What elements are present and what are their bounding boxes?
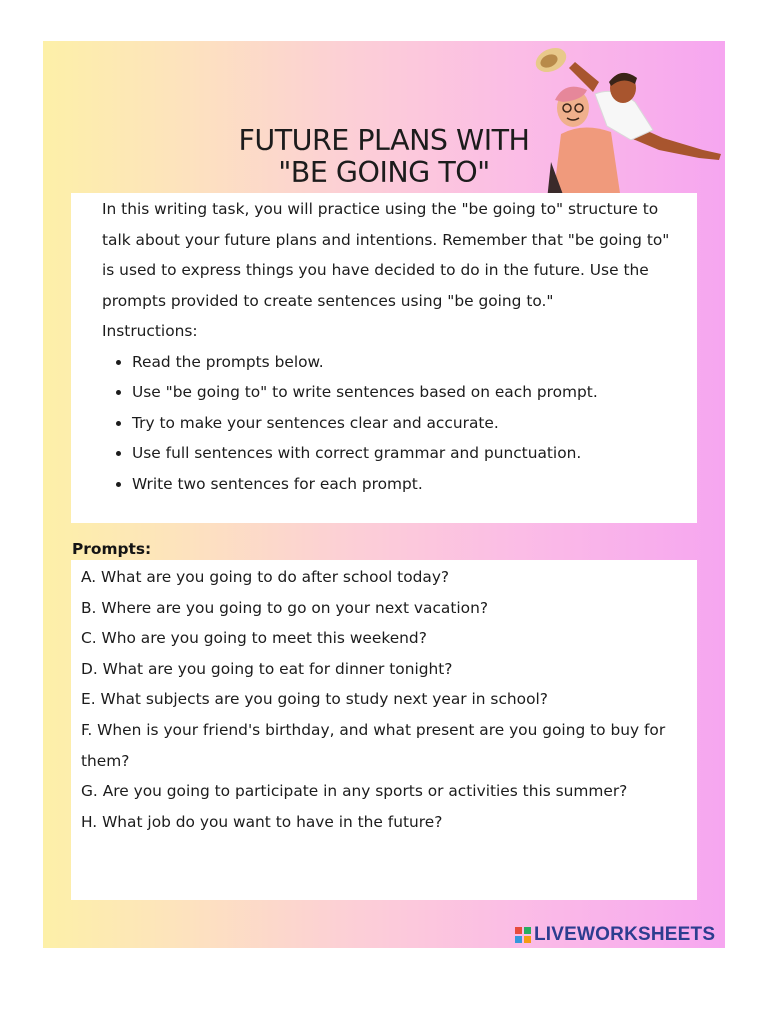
brand-name: LIVEWORKSHEETS (534, 924, 716, 945)
intro-section (102, 194, 677, 499)
intro-paragraph: In this writing task, you will practice using the "be going to" structure to talk about your future plans and intentions. Remember that "be going to" is used to express things you have decided to do in the future. Use the prompts provided to create sentences using "be going to." (102, 200, 670, 310)
instruction-item: Write two sentences for each prompt. (102, 469, 677, 500)
prompt-item: E. What subjects are you going to study next year in school? (81, 690, 548, 709)
prompt-item: B. Where are you going to go on your next vacation? (81, 598, 489, 617)
liveworksheets-logo (515, 924, 715, 946)
prompt-item: G. Are you going to participate in any sports or activities this summer? (81, 782, 628, 801)
prompt-list (81, 562, 681, 837)
liveworksheets-blocks-icon (515, 927, 531, 943)
prompts-heading: Prompts: (72, 540, 152, 558)
prompt-item: D. What are you going to eat for dinner tonight? (81, 659, 453, 678)
worksheet-title (184, 125, 584, 189)
prompt-item: H. What job do you want to have in the future? (81, 812, 443, 831)
instructions-label: Instructions: (102, 322, 198, 340)
title-line-1: FUTURE PLANS WITH (238, 124, 530, 157)
title-line-2: "BE GOING TO" (278, 156, 490, 189)
instruction-item: Try to make your sentences clear and accurate. (102, 408, 677, 439)
prompt-item: A. What are you going to do after school today? (81, 568, 450, 586)
prompt-item: F. When is your friend's birthday, and what present are you going to buy for them? (81, 720, 666, 770)
instructions-list (102, 347, 677, 500)
prompt-item: C. Who are you going to meet this weekend? (81, 629, 427, 648)
instruction-item: Read the prompts below. (102, 347, 677, 378)
instruction-item: Use full sentences with correct grammar and punctuation. (102, 438, 677, 469)
instruction-item: Use "be going to" to write sentences based on each prompt. (102, 377, 677, 408)
